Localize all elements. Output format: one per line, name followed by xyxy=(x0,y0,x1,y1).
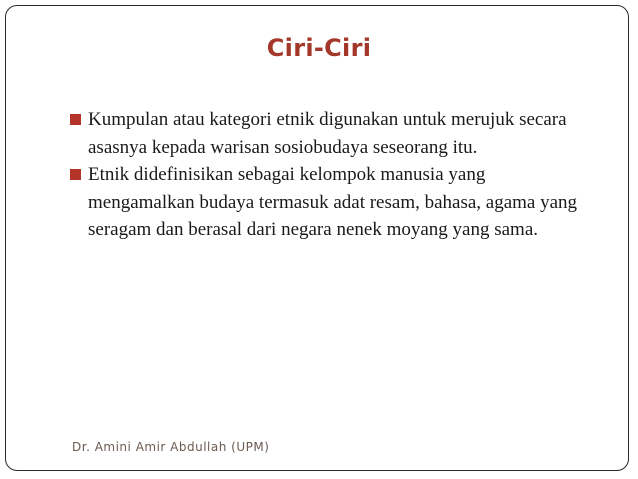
bullet-text: Kumpulan atau kategori etnik digunakan untuk merujuk secara asasnya kepada warisan sosiobudaya seseorang itu. xyxy=(88,109,567,158)
bullet-text: Etnik didefinisikan sebagai kelompok manusia yang mengamalkan budaya termasuk adat resam, bahasa, agama yang seragam dan berasal dari negara nenek moyang yang sama. xyxy=(88,164,578,240)
bullet-square-icon xyxy=(70,114,81,125)
bullet-item xyxy=(70,106,590,161)
bullet-item xyxy=(70,161,590,244)
bullet-list xyxy=(70,106,590,244)
slide-footer: Dr. Amini Amir Abdullah (UPM) xyxy=(72,440,270,454)
bullet-square-icon xyxy=(70,169,81,180)
slide-title: Ciri-Ciri xyxy=(266,34,372,62)
